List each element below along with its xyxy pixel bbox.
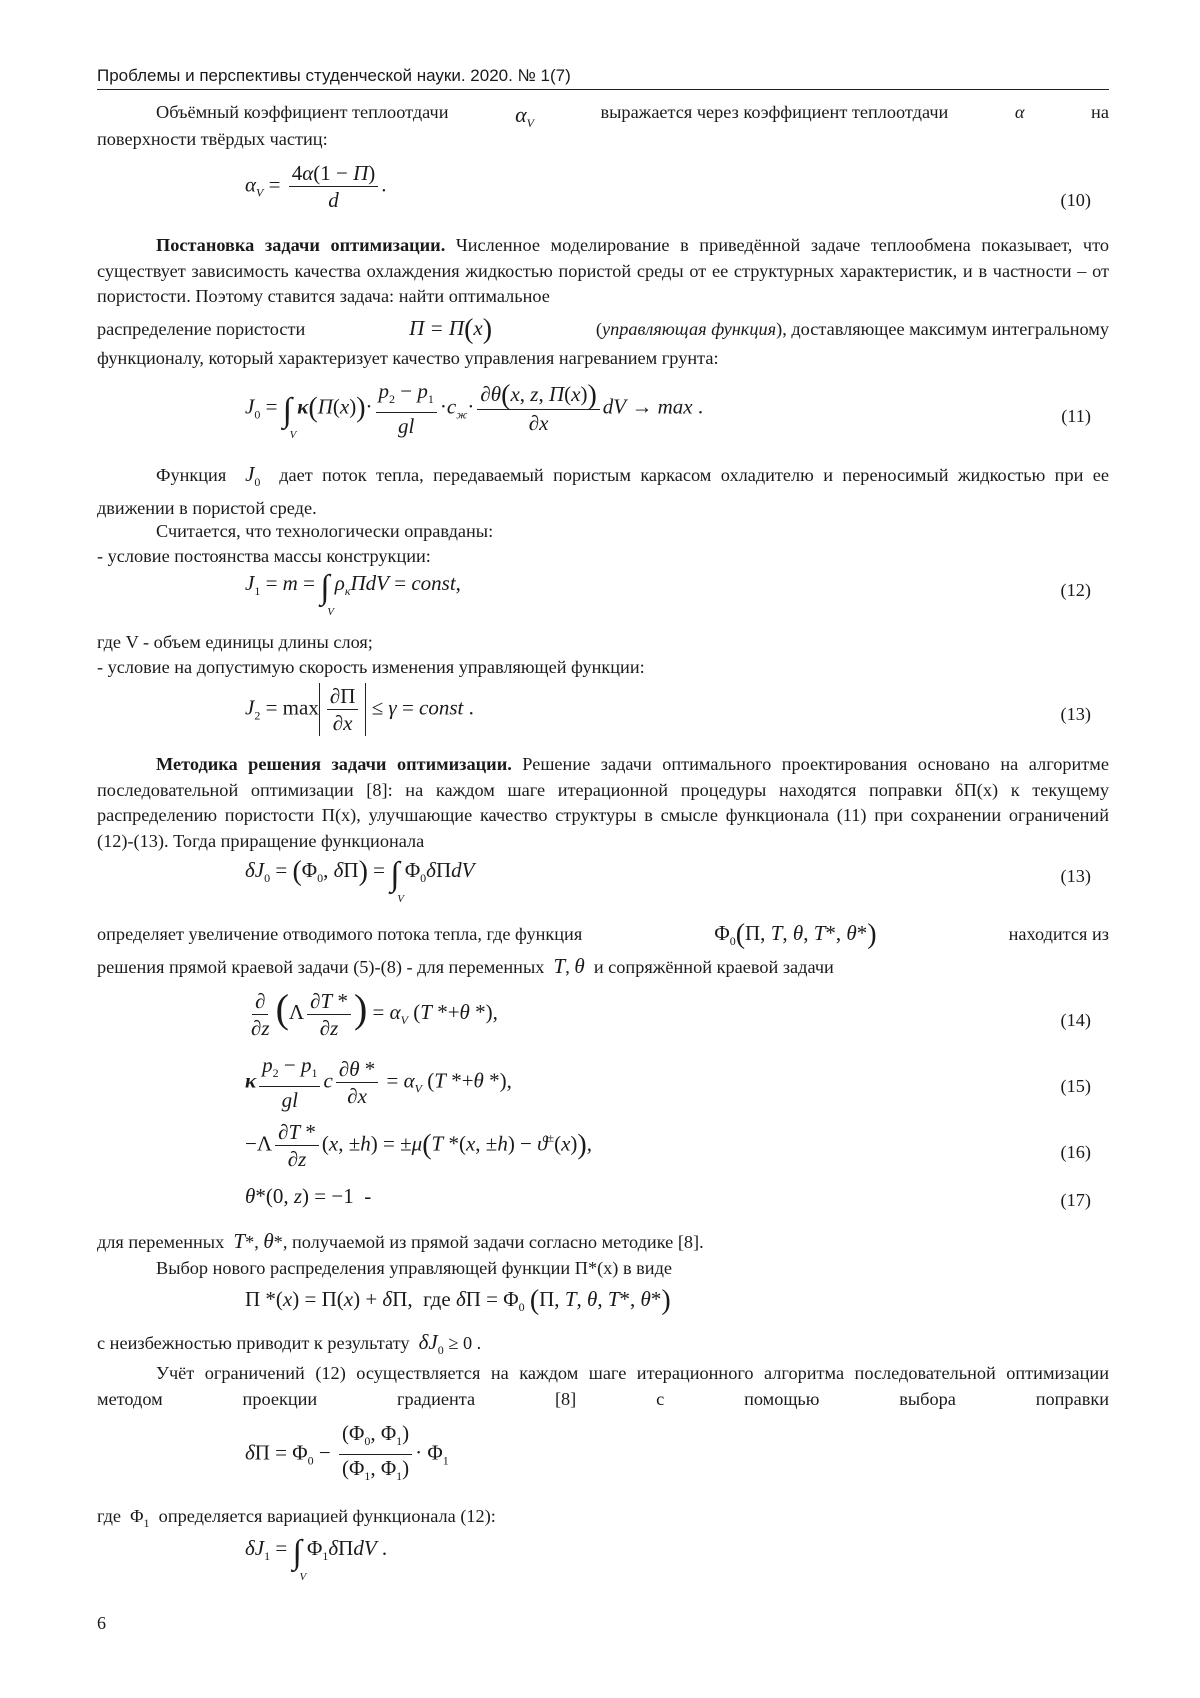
paragraph-1-line-2: поверхности твёрдых частиц: <box>97 129 328 149</box>
equation-variation: $\delta J_1$ = ∫ V $\Phi_1\delta ПdV$ . <box>245 1534 388 1583</box>
equation-10: $\alpha_V$ = $\frac{4\alpha(1 - П)}{d}$ . <box>245 161 387 212</box>
equation-number-15: (15) <box>1060 1076 1091 1096</box>
equation-number-16: (16) <box>1060 1142 1091 1162</box>
header-rule <box>97 89 1109 90</box>
section-heading-method: Методика решения задачи оптимизации. <box>156 754 512 774</box>
equation-number-10: (10) <box>1060 190 1091 210</box>
equation-15: κ $\frac{p_2 - p_1}{gl}$ c $\frac{\partial\theta *}{\partial x}$ = $\alpha_V$ (T *+θ *), <box>245 1053 512 1112</box>
equation-number-13a: (13) <box>1060 704 1091 724</box>
paragraph-1-line-1: Объёмный коэффициент теплоотдачи $\alpha_V$ выражается через коэффициент теплоотдачи α на <box>156 102 1109 130</box>
journal-header: Проблемы и перспективы студенческой науки. 2020. № 1(7) <box>97 66 571 85</box>
paragraph-11: Выбор нового распределения управляющей функции П*(x) в виде <box>156 1258 672 1278</box>
paragraph-2-line-5: функционалу, который характеризует качество управления нагреванием грунта: <box>97 348 719 368</box>
equation-14: $\frac{\partial}{\partial z}$ (Λ $\frac{\partial T *}{\partial z}$ ) = $\alpha_V$ (T *+θ *), <box>251 986 498 1040</box>
equation-13-constraint: $J_2 = \max$ $\frac{\partial П}{\partial x}$ ≤ γ = const . <box>245 684 474 735</box>
equation-new-distribution: П *(x) = П(x) + δП, где $\delta П = \Phi_0$ (П, T, θ, T*, θ*) <box>245 1285 671 1316</box>
equation-16: −Λ $\frac{\partial T *}{\partial z}$ (x, ±h) = ±μ(T *(x, ±h) − ϑ±(x)), <box>245 1120 592 1171</box>
equation-number-13b: (13) <box>1060 866 1091 886</box>
paragraph-10: для переменных T*, θ*, получаемой из прямой задачи согласно методике [8]. <box>97 1229 704 1253</box>
equation-number-17: (17) <box>1060 1190 1091 1210</box>
condition-rate: - условие на допустимую скорость изменения управляющей функции: <box>97 657 645 677</box>
equation-projection: $\delta П = \Phi_0$ − $\frac{(\Phi_0, \Phi_1)}{(\Phi_1, \Phi_1)}$ · $\Phi_1$ <box>245 1421 449 1483</box>
equation-11: $J_0$ = ∫ V κ(П(x))· $\frac{p_2 - p_1}{gl}$ $\cdot c_ж\cdot$ $\frac{\partial\theta(x, z, П(x))}{\partial x}$ dV → max . <box>245 379 704 442</box>
equation-number-14: (14) <box>1060 1010 1091 1030</box>
paragraph-9-line-1: определяет увеличение отводимого потока тепла, где функция $\Phi_0(П$, T, θ, T*, θ*) находится из <box>97 919 1109 950</box>
page-number: 6 <box>97 1613 106 1633</box>
condition-mass: - условие постоянства массы конструкции: <box>97 546 431 566</box>
paragraph-function-j0: Функция $J_0$ дает поток тепла, передаваемый пористым каркасом охладителю и переносимый жидкостью при ее движении в пористой среде. <box>97 462 1110 518</box>
paragraph-justified: Считается, что технологически оправданы: <box>156 521 494 541</box>
equation-12: $J_1 = m$ = ∫ V $\rho_кПdV$ = const, <box>245 569 461 618</box>
section-heading-statement: Постановка задачи оптимизации. <box>156 235 446 255</box>
paragraph-optimization-statement: Постановка задачи оптимизации. Численное моделирование в приведённой задаче теплообмена показывает, что существует зависимость качества охлаждения жидкостью пористой среды от ее структурных характеристик, и в частности – от пористости. Поэтому ставится задача: найти оптимальное <box>97 235 1109 306</box>
equation-number-11: (11) <box>1061 406 1091 426</box>
equation-number-12: (12) <box>1060 580 1091 600</box>
paragraph-2-line-4: распределение пористости П = П(x) (управляющая функция), доставляющее максимум интегральному <box>97 314 1109 345</box>
equation-13-increment: $\delta J_0 = (\Phi_0$, δП) = ∫ V $\Phi_0\delta ПdV$ <box>245 856 475 905</box>
paragraph-14: где $\Phi_1$ определяется вариацией функционала (12): <box>97 1506 496 1530</box>
paragraph-12: с неизбежностью приводит к результату $\delta J_0 \ge 0$ . <box>97 1330 482 1357</box>
paragraph-method: Методика решения задачи оптимизации. Решение задачи оптимального проектирования основано на алгоритме последовательной оптимизации [8]: на каждом шаге итерационной процедуры находятся поправки δП(x) к текущему распределению пористости П(x), улучшающие качество структуры в смысле функционала (11) при сохранении ограничений (12)-(13). Тогда приращение функционала <box>97 754 1109 851</box>
volume-definition: где V - объем единицы длины слоя; <box>97 632 373 652</box>
equation-17: θ*(0, z) = −1 - <box>245 1184 372 1208</box>
paragraph-13: Учёт ограничений (12) осуществляется на каждом шаге итерационного алгоритма последовательной оптимизации методом проекции градиента [8] с помощью выбора поправки <box>97 1363 1109 1409</box>
paragraph-9-line-2: решения прямой краевой задачи (5)-(8) - для переменных T, θ и сопряжённой краевой задачи <box>97 954 834 978</box>
